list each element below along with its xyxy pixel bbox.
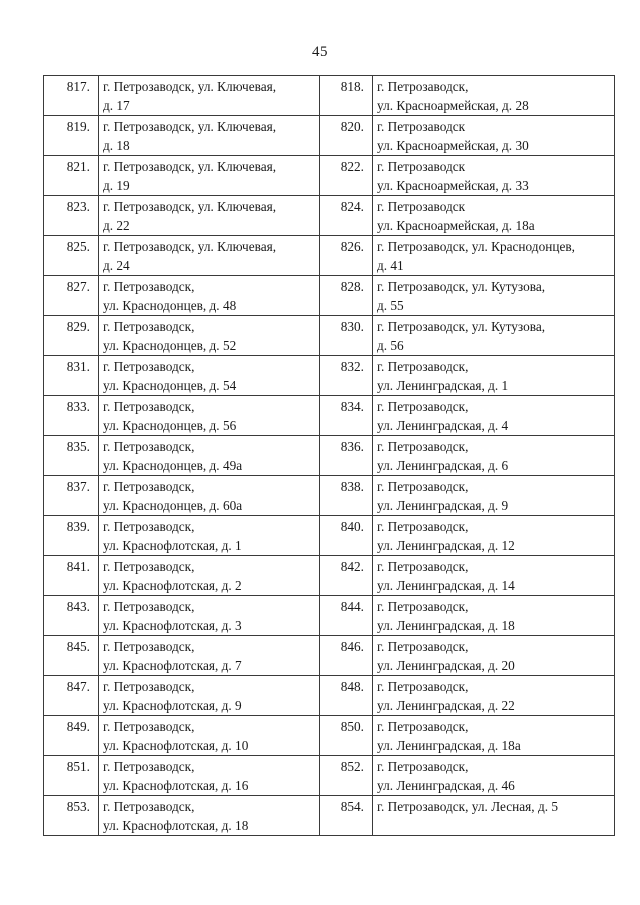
table-row (44, 196, 615, 236)
address-first-line: г. Петрозаводск, (103, 599, 195, 614)
address-first-line: г. Петрозаводск, ул. Кутузова, (377, 319, 546, 334)
entry-number: 851. (44, 756, 99, 796)
entry-address (99, 556, 320, 596)
address-second-line: ул. Красноармейская, д. 28 (377, 98, 529, 113)
table-row (44, 356, 615, 396)
address-first-line: г. Петрозаводск, (103, 799, 195, 814)
address-second-line: ул. Красноармейская, д. 18а (377, 218, 535, 233)
entry-address (99, 756, 320, 796)
address-second-line: д. 55 (377, 298, 404, 313)
entry-number: 850. (320, 716, 373, 756)
entry-address (99, 596, 320, 636)
entry-number: 839. (44, 516, 99, 556)
table-row (44, 476, 615, 516)
entry-address (99, 76, 320, 116)
entry-address (373, 556, 615, 596)
entry-number: 835. (44, 436, 99, 476)
address-second-line: д. 41 (377, 258, 404, 273)
address-second-line: ул. Ленинградская, д. 4 (377, 418, 509, 433)
address-second-line: ул. Ленинградская, д. 18а (377, 738, 521, 753)
entry-number: 827. (44, 276, 99, 316)
entry-number: 854. (320, 796, 373, 836)
entry-address (99, 716, 320, 756)
address-first-line: г. Петрозаводск (377, 119, 466, 134)
address-table (43, 75, 615, 836)
address-second-line: ул. Ленинградская, д. 9 (377, 498, 509, 513)
address-second-line: ул. Ленинградская, д. 14 (377, 578, 515, 593)
entry-address (99, 356, 320, 396)
entry-address (99, 116, 320, 156)
entry-number: 829. (44, 316, 99, 356)
entry-address (373, 76, 615, 116)
entry-number: 842. (320, 556, 373, 596)
entry-address (373, 356, 615, 396)
entry-number: 849. (44, 716, 99, 756)
address-first-line: г. Петрозаводск, (377, 639, 469, 654)
entry-address (373, 596, 615, 636)
entry-number: 838. (320, 476, 373, 516)
entry-number: 844. (320, 596, 373, 636)
entry-number: 820. (320, 116, 373, 156)
address-first-line: г. Петрозаводск, (103, 319, 195, 334)
entry-address (99, 436, 320, 476)
address-first-line: г. Петрозаводск, ул. Краснодонцев, (377, 239, 575, 254)
entry-address (99, 396, 320, 436)
address-first-line: г. Петрозаводск, (377, 479, 469, 494)
address-second-line: д. 17 (103, 98, 130, 113)
address-first-line: г. Петрозаводск, (103, 279, 195, 294)
address-first-line: г. Петрозаводск, (103, 479, 195, 494)
entry-address (373, 436, 615, 476)
entry-number: 847. (44, 676, 99, 716)
entry-number: 825. (44, 236, 99, 276)
address-first-line: г. Петрозаводск, (377, 719, 469, 734)
table-row (44, 676, 615, 716)
table-row (44, 396, 615, 436)
table-row (44, 156, 615, 196)
entry-address (99, 796, 320, 836)
address-first-line: г. Петрозаводск, (103, 439, 195, 454)
entry-address (373, 716, 615, 756)
entry-number: 822. (320, 156, 373, 196)
table-row (44, 636, 615, 676)
table-row (44, 596, 615, 636)
entry-address (373, 156, 615, 196)
entry-address (99, 676, 320, 716)
address-first-line: г. Петрозаводск, ул. Кутузова, (377, 279, 546, 294)
entry-number: 823. (44, 196, 99, 236)
entry-address (99, 236, 320, 276)
address-first-line: г. Петрозаводск, (103, 559, 195, 574)
address-first-line: г. Петрозаводск, (377, 359, 469, 374)
address-first-line: г. Петрозаводск (377, 199, 466, 214)
address-first-line: г. Петрозаводск, ул. Ключевая, (103, 79, 277, 94)
table-row (44, 236, 615, 276)
entry-address (99, 156, 320, 196)
address-second-line: ул. Краснофлотская, д. 3 (103, 618, 242, 633)
entry-address (373, 236, 615, 276)
entry-address (373, 516, 615, 556)
address-second-line: ул. Ленинградская, д. 12 (377, 538, 515, 553)
table-row (44, 316, 615, 356)
table-row (44, 716, 615, 756)
address-second-line: ул. Ленинградская, д. 20 (377, 658, 515, 673)
entry-number: 832. (320, 356, 373, 396)
address-first-line: г. Петрозаводск, ул. Ключевая, (103, 199, 277, 214)
entry-number: 848. (320, 676, 373, 716)
address-second-line: ул. Краснодонцев, д. 54 (103, 378, 237, 393)
table-row (44, 556, 615, 596)
entry-number: 818. (320, 76, 373, 116)
address-first-line: г. Петрозаводск, (377, 399, 469, 414)
entry-address (373, 396, 615, 436)
entry-address (373, 796, 615, 836)
address-first-line: г. Петрозаводск, (103, 759, 195, 774)
address-second-line: д. 56 (377, 338, 404, 353)
table-row (44, 116, 615, 156)
entry-address (373, 316, 615, 356)
entry-number: 828. (320, 276, 373, 316)
address-first-line: г. Петрозаводск (377, 159, 466, 174)
entry-address (373, 476, 615, 516)
address-second-line: ул. Краснофлотская, д. 10 (103, 738, 249, 753)
address-second-line: ул. Краснодонцев, д. 56 (103, 418, 237, 433)
address-second-line: ул. Краснофлотская, д. 16 (103, 778, 249, 793)
address-second-line: ул. Краснодонцев, д. 60а (103, 498, 243, 513)
address-second-line: ул. Ленинградская, д. 6 (377, 458, 509, 473)
entry-number: 846. (320, 636, 373, 676)
address-second-line: ул. Краснофлотская, д. 9 (103, 698, 242, 713)
address-second-line: ул. Краснодонцев, д. 52 (103, 338, 237, 353)
address-first-line: г. Петрозаводск, (103, 719, 195, 734)
entry-number: 840. (320, 516, 373, 556)
entry-number: 837. (44, 476, 99, 516)
address-first-line: г. Петрозаводск, (103, 679, 195, 694)
address-first-line: г. Петрозаводск, (377, 759, 469, 774)
entry-number: 824. (320, 196, 373, 236)
entry-number: 836. (320, 436, 373, 476)
entry-number: 826. (320, 236, 373, 276)
address-second-line: ул. Краснофлотская, д. 2 (103, 578, 242, 593)
entry-number: 821. (44, 156, 99, 196)
address-first-line: г. Петрозаводск, (377, 79, 469, 94)
address-second-line: д. 18 (103, 138, 130, 153)
address-table-body (44, 76, 615, 836)
entry-address (99, 476, 320, 516)
entry-number: 831. (44, 356, 99, 396)
entry-number: 845. (44, 636, 99, 676)
address-second-line: д. 24 (103, 258, 130, 273)
address-second-line: д. 19 (103, 178, 130, 193)
address-second-line: ул. Краснофлотская, д. 1 (103, 538, 242, 553)
address-first-line: г. Петрозаводск, (377, 559, 469, 574)
entry-number: 843. (44, 596, 99, 636)
entry-number: 853. (44, 796, 99, 836)
address-second-line: ул. Краснофлотская, д. 7 (103, 658, 242, 673)
entry-address (373, 636, 615, 676)
address-first-line: г. Петрозаводск, ул. Ключевая, (103, 159, 277, 174)
address-first-line: г. Петрозаводск, (103, 639, 195, 654)
address-second-line: ул. Красноармейская, д. 33 (377, 178, 529, 193)
address-second-line: ул. Краснодонцев, д. 49а (103, 458, 243, 473)
entry-address (99, 636, 320, 676)
entry-address (373, 276, 615, 316)
address-first-line: г. Петрозаводск, ул. Ключевая, (103, 119, 277, 134)
address-first-line: г. Петрозаводск, (377, 519, 469, 534)
entry-number: 834. (320, 396, 373, 436)
entry-address (373, 676, 615, 716)
entry-number: 852. (320, 756, 373, 796)
entry-address (99, 276, 320, 316)
entry-address (373, 196, 615, 236)
address-first-line: г. Петрозаводск, ул. Ключевая, (103, 239, 277, 254)
entry-number: 841. (44, 556, 99, 596)
address-second-line: д. 22 (103, 218, 130, 233)
address-first-line: г. Петрозаводск, ул. Лесная, д. 5 (377, 799, 559, 814)
entry-number: 833. (44, 396, 99, 436)
table-row (44, 516, 615, 556)
address-second-line: ул. Ленинградская, д. 18 (377, 618, 515, 633)
address-second-line: ул. Краснодонцев, д. 48 (103, 298, 237, 313)
table-row (44, 436, 615, 476)
address-first-line: г. Петрозаводск, (377, 439, 469, 454)
entry-address (99, 196, 320, 236)
address-first-line: г. Петрозаводск, (377, 679, 469, 694)
entry-address (373, 116, 615, 156)
entry-address (99, 316, 320, 356)
entry-number: 830. (320, 316, 373, 356)
table-row (44, 796, 615, 836)
address-second-line: ул. Ленинградская, д. 1 (377, 378, 509, 393)
address-second-line: ул. Ленинградская, д. 46 (377, 778, 515, 793)
table-row (44, 76, 615, 116)
address-first-line: г. Петрозаводск, (103, 399, 195, 414)
address-second-line: ул. Красноармейская, д. 30 (377, 138, 529, 153)
entry-address (373, 756, 615, 796)
entry-number: 819. (44, 116, 99, 156)
address-second-line: ул. Ленинградская, д. 22 (377, 698, 515, 713)
page-number: 45 (312, 44, 328, 60)
table-row (44, 276, 615, 316)
address-first-line: г. Петрозаводск, (377, 599, 469, 614)
address-first-line: г. Петрозаводск, (103, 519, 195, 534)
table-row (44, 756, 615, 796)
address-first-line: г. Петрозаводск, (103, 359, 195, 374)
address-second-line: ул. Краснофлотская, д. 18 (103, 818, 249, 833)
entry-address (99, 516, 320, 556)
entry-number: 817. (44, 76, 99, 116)
